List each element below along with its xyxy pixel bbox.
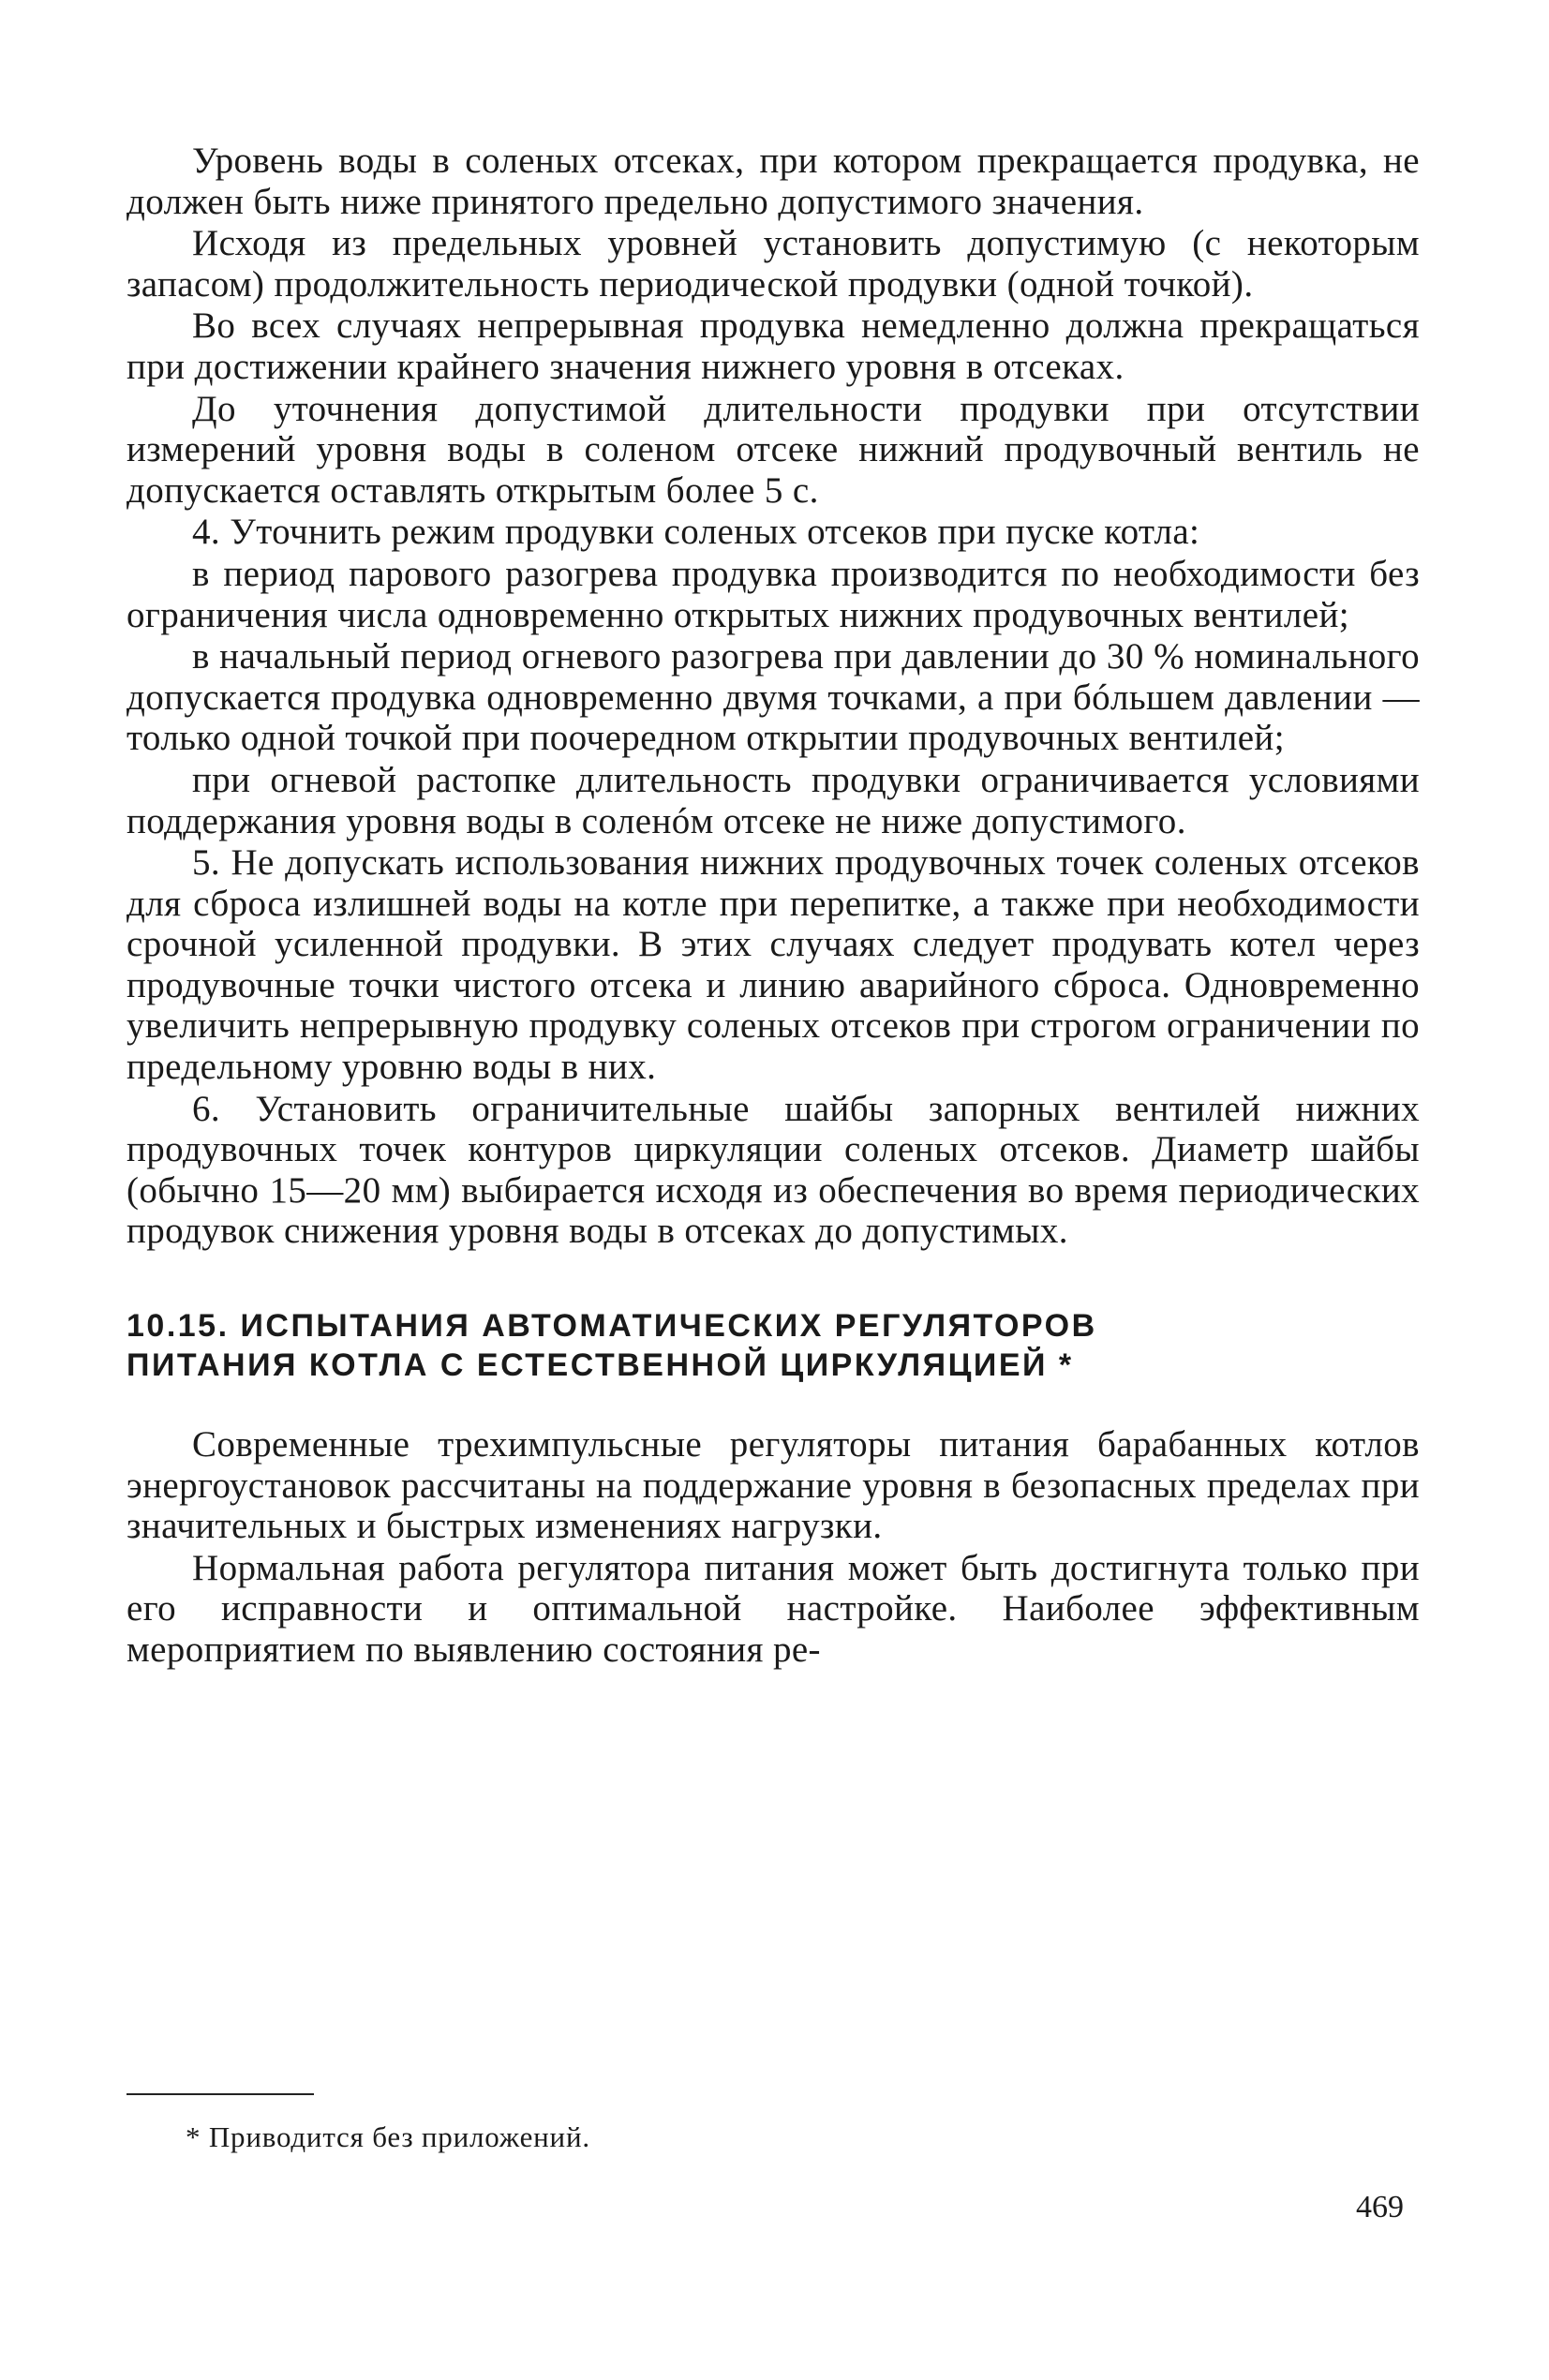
- paragraph-item-6: 6. Установить ограничительные шайбы запорных вентилей нижних продувочных точек контуров циркуляции соленых отсеков. Диаметр шайбы (обычно 15—20 мм) выбирается исходя из обеспечения во время периодических продувок снижения уровня воды в отсеках до допустимых.: [127, 1088, 1420, 1252]
- section-heading: [127, 1306, 1420, 1385]
- section-paragraph-regulators: Современные трехимпульсные регуляторы питания барабанных котлов энергоустановок рассчитаны на поддержание уровня в безопасных пределах при значительных и быстрых изменениях нагрузки.: [127, 1424, 1420, 1547]
- section-heading-line-2: ПИТАНИЯ КОТЛА С ЕСТЕСТВЕННОЙ ЦИРКУЛЯЦИЕЙ *: [127, 1347, 1074, 1384]
- paragraph-steam-warmup: в период парового разогрева продувка производится по необходимости без ограничения числа одновременно открытых нижних продувочных вентилей;: [127, 553, 1420, 635]
- paragraph-fire-startup: при огневой растопке длительность продувки ограничивается условиями поддержания уровня воды в соленóм отсеке не ниже допустимого.: [127, 759, 1420, 841]
- footnote: * Приводится без приложений.: [186, 2120, 590, 2153]
- paragraph-water-level-limit: Уровень воды в соленых отсеках, при котором прекращается продувка, не должен быть ниже принятого предельно допустимого значения.: [127, 141, 1420, 222]
- section-heading-line-1: 10.15. ИСПЫТАНИЯ АВТОМАТИЧЕСКИХ РЕГУЛЯТОРОВ: [127, 1308, 1097, 1345]
- paragraph-item-5: 5. Не допускать использования нижних продувочных точек соленых отсеков для сброса излишней воды на котле при перепитке, а также при необходимости срочной усиленной продувки. В этих случаях следует продувать котел через продувочные точки чистого отсека и линию аварийного сброса. Одновременно увеличить непрерывную продувку соленых отсеков при строгом ограничении по предельному уровню воды в них.: [127, 842, 1420, 1088]
- footnote-divider: [127, 2093, 314, 2095]
- section-paragraph-normal-operation: Нормальная работа регулятора питания может быть достигнута только при его исправности и оптимальной настройке. Наиболее эффективным мероприятием по выявлению состояния ре-: [127, 1547, 1420, 1670]
- paragraph-item-4: 4. Уточнить режим продувки соленых отсеков при пуске котла:: [192, 512, 1200, 553]
- page-number: 469: [1356, 2190, 1404, 2224]
- paragraph-fire-warmup: в начальный период огневого разогрева при давлении до 30 % номинального допускается продувка одновременно двумя точками, а при бóльшем давлении — только одной точкой при поочередном открытии продувочных вентилей;: [127, 636, 1420, 759]
- paragraph-continuous-blowdown: Во всех случаях непрерывная продувка немедленно должна прекращаться при достижении крайнего значения нижнего уровня в отсеках.: [127, 305, 1420, 387]
- page-body: [127, 141, 1420, 1672]
- paragraph-valve-open-limit: До уточнения допустимой длительности продувки при отсутствии измерений уровня воды в соленом отсеке нижний продувочный вентиль не допускается оставлять открытым более 5 с.: [127, 388, 1420, 511]
- paragraph-blowdown-duration: Исходя из предельных уровней установить допустимую (с некоторым запасом) продолжительность периодической продувки (одной точкой).: [127, 223, 1420, 305]
